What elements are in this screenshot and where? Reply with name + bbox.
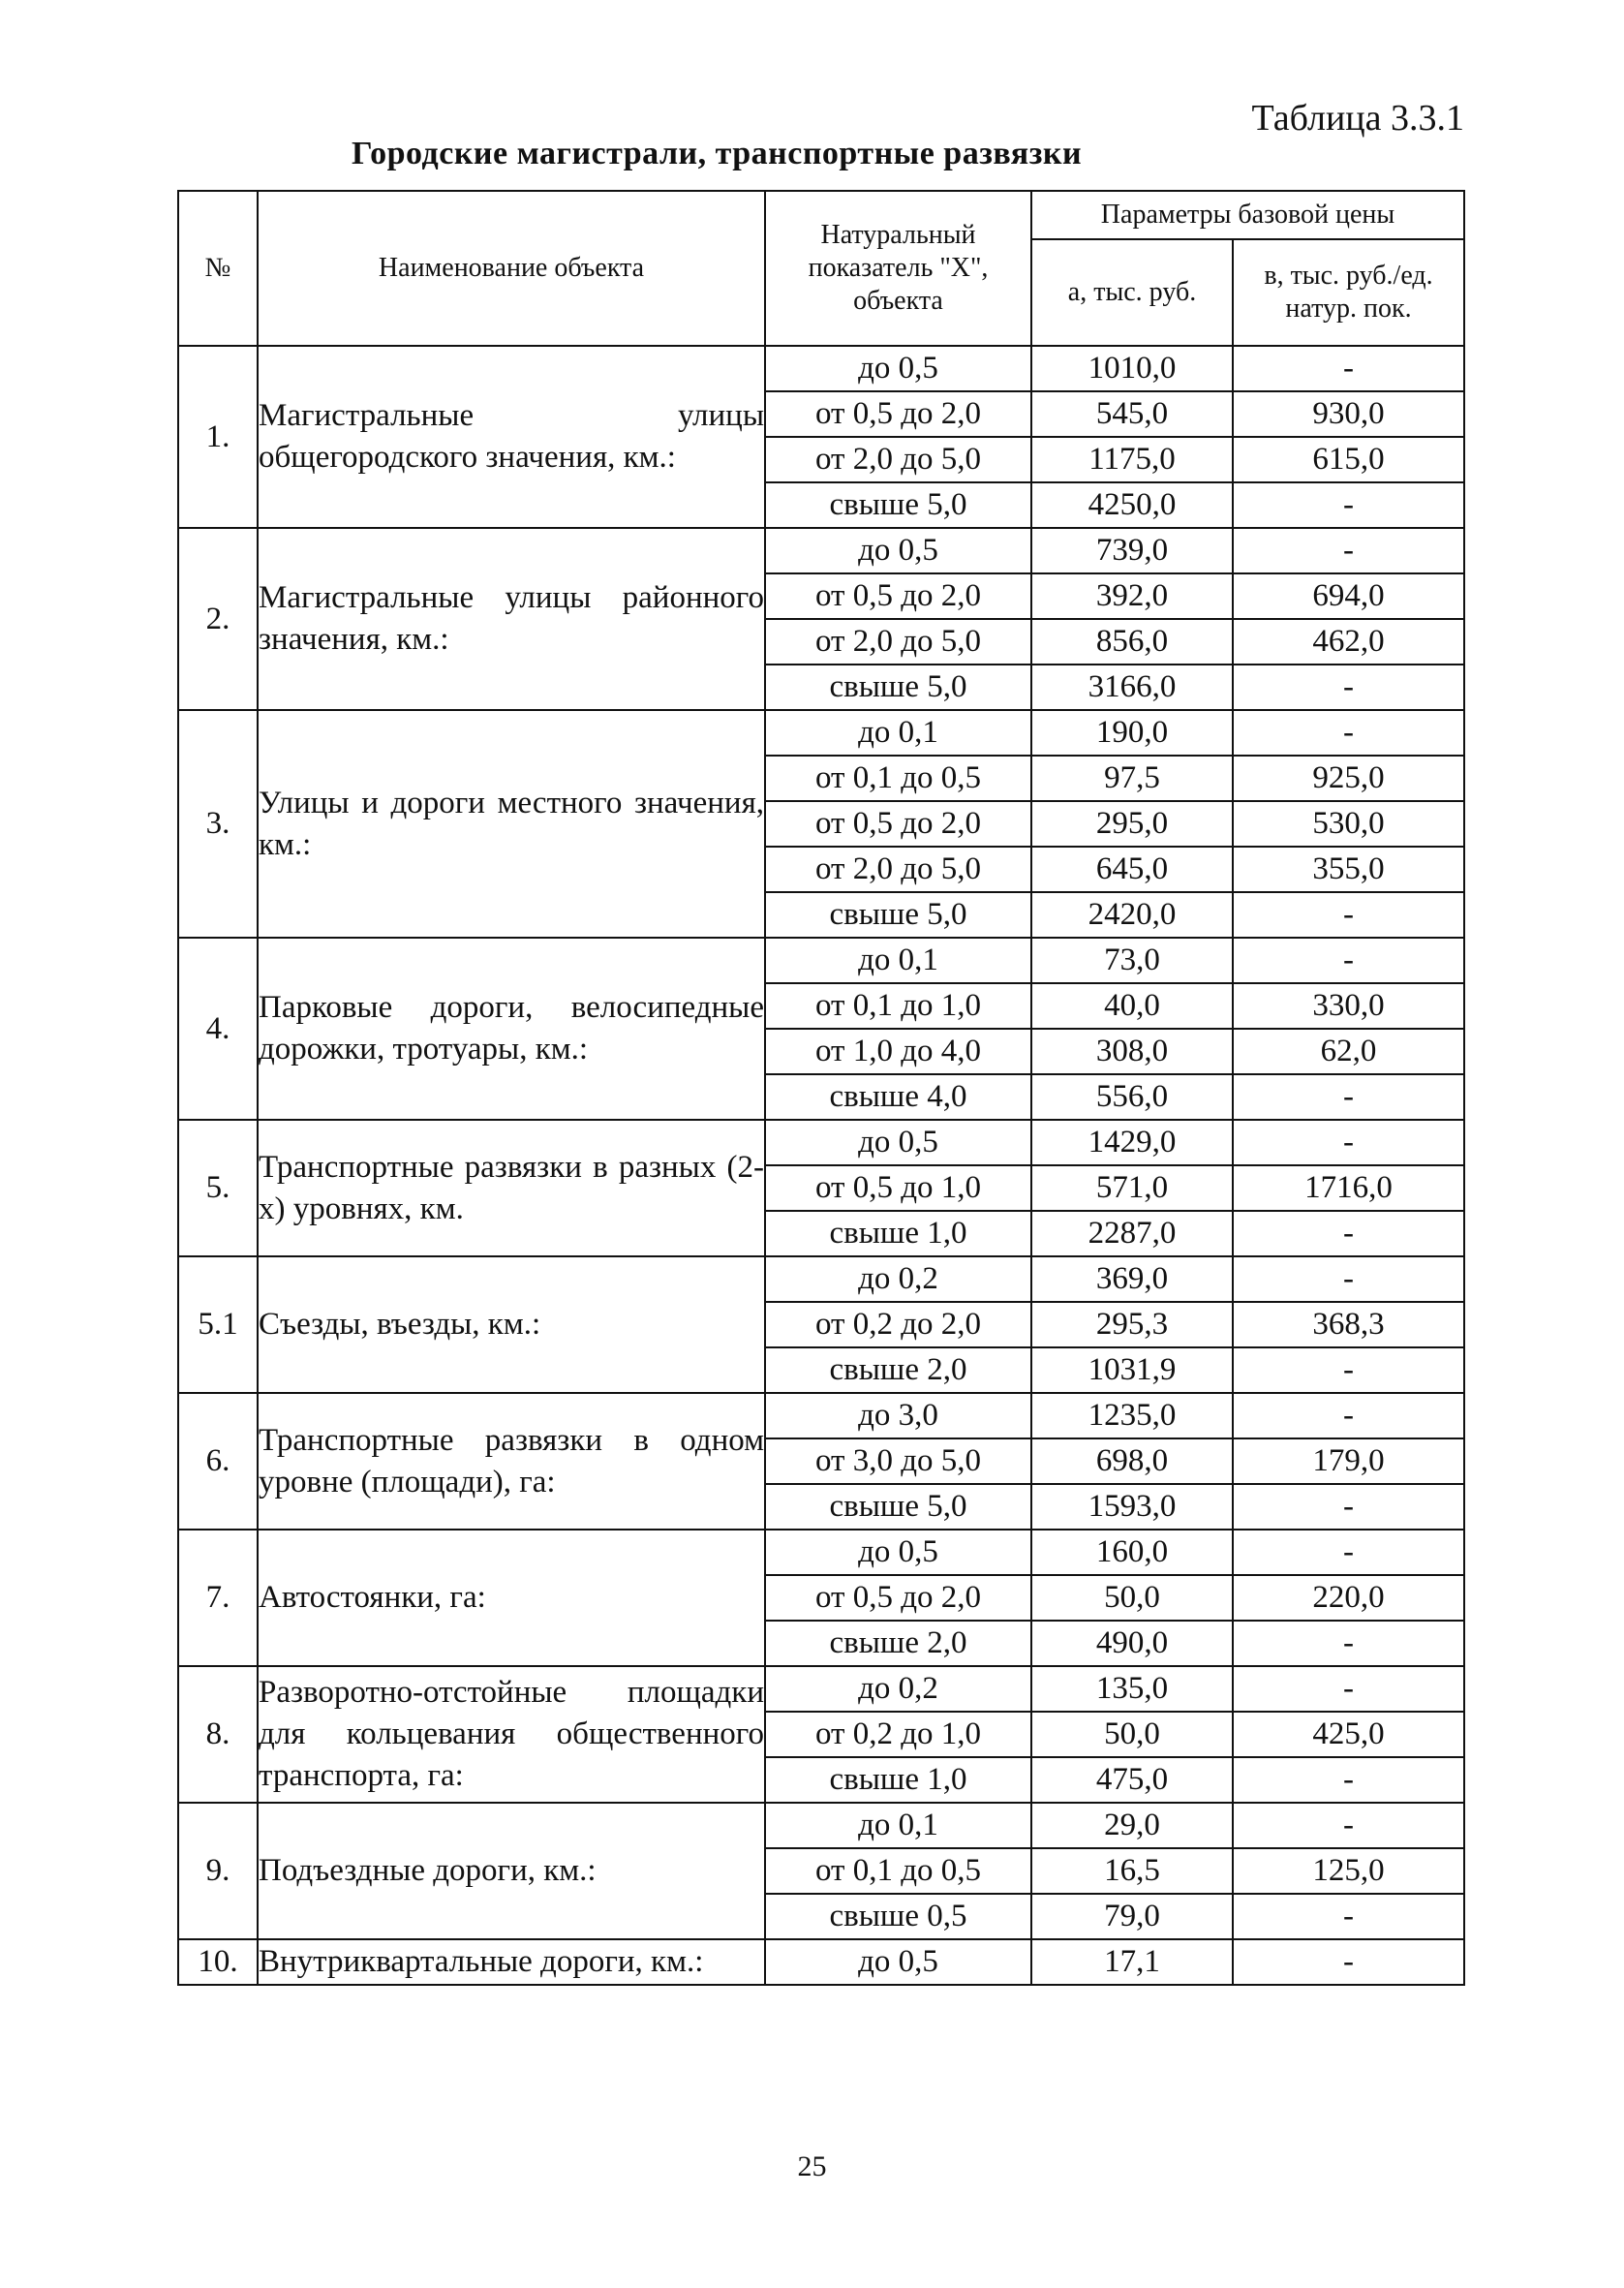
indicator-range: до 0,1 — [765, 710, 1031, 756]
indicator-range: до 3,0 — [765, 1393, 1031, 1438]
price-b: - — [1233, 1757, 1464, 1803]
table-row — [178, 1530, 1464, 1575]
price-a: 17,1 — [1031, 1939, 1233, 1985]
price-a: 645,0 — [1031, 847, 1233, 892]
price-a: 698,0 — [1031, 1438, 1233, 1484]
table-row — [178, 938, 1464, 983]
price-b: - — [1233, 1074, 1464, 1120]
price-a: 739,0 — [1031, 528, 1233, 573]
price-a: 3166,0 — [1031, 665, 1233, 710]
table-row — [178, 1803, 1464, 1848]
object-name: Разворотно-отстойные площадки для кольцевания общественного транспорта, га: — [258, 1666, 765, 1803]
price-b: - — [1233, 1393, 1464, 1438]
table-label: Таблица 3.3.1 — [1251, 98, 1464, 139]
price-b: - — [1233, 482, 1464, 528]
table-row — [178, 1666, 1464, 1712]
price-a: 50,0 — [1031, 1575, 1233, 1621]
price-table — [177, 190, 1465, 1986]
price-a: 308,0 — [1031, 1029, 1233, 1074]
indicator-range: до 0,5 — [765, 346, 1031, 391]
price-b: - — [1233, 346, 1464, 391]
row-number: 8. — [178, 1666, 258, 1803]
price-b: 425,0 — [1233, 1712, 1464, 1757]
indicator-range: от 0,5 до 2,0 — [765, 801, 1031, 847]
price-b: - — [1233, 1256, 1464, 1302]
price-a: 16,5 — [1031, 1848, 1233, 1894]
object-name: Парковые дороги, велосипедные дорожки, тротуары, км.: — [258, 938, 765, 1120]
price-a: 29,0 — [1031, 1803, 1233, 1848]
row-number: 6. — [178, 1393, 258, 1530]
price-a: 295,3 — [1031, 1302, 1233, 1347]
indicator-range: от 2,0 до 5,0 — [765, 437, 1031, 482]
indicator-range: свыше 4,0 — [765, 1074, 1031, 1120]
price-b: 220,0 — [1233, 1575, 1464, 1621]
price-a: 79,0 — [1031, 1894, 1233, 1939]
indicator-range: от 0,2 до 1,0 — [765, 1712, 1031, 1757]
price-b: - — [1233, 1621, 1464, 1666]
price-a: 1031,9 — [1031, 1347, 1233, 1393]
header-params: Параметры базовой цены — [1031, 191, 1464, 239]
price-a: 1235,0 — [1031, 1393, 1233, 1438]
row-number: 3. — [178, 710, 258, 938]
price-a: 73,0 — [1031, 938, 1233, 983]
price-a: 1010,0 — [1031, 346, 1233, 391]
indicator-range: до 0,2 — [765, 1666, 1031, 1712]
price-b: 462,0 — [1233, 619, 1464, 665]
price-a: 1593,0 — [1031, 1484, 1233, 1530]
header-indicator: Натуральный показатель "X", объекта — [765, 191, 1031, 346]
price-b: 125,0 — [1233, 1848, 1464, 1894]
indicator-range: от 0,1 до 0,5 — [765, 1848, 1031, 1894]
indicator-range: свыше 5,0 — [765, 482, 1031, 528]
row-number: 4. — [178, 938, 258, 1120]
price-b: - — [1233, 528, 1464, 573]
indicator-range: свыше 2,0 — [765, 1621, 1031, 1666]
price-b: 330,0 — [1233, 983, 1464, 1029]
price-b: 694,0 — [1233, 573, 1464, 619]
price-b: 355,0 — [1233, 847, 1464, 892]
price-a: 295,0 — [1031, 801, 1233, 847]
table-header — [178, 191, 1464, 346]
price-b: - — [1233, 710, 1464, 756]
indicator-range: от 0,5 до 2,0 — [765, 391, 1031, 437]
price-b: 615,0 — [1233, 437, 1464, 482]
object-name: Съезды, въезды, км.: — [258, 1256, 765, 1393]
indicator-range: от 0,1 до 1,0 — [765, 983, 1031, 1029]
price-b: 62,0 — [1233, 1029, 1464, 1074]
price-a: 135,0 — [1031, 1666, 1233, 1712]
object-name: Улицы и дороги местного значения, км.: — [258, 710, 765, 938]
price-a: 856,0 — [1031, 619, 1233, 665]
header-a: а, тыс. руб. — [1031, 239, 1233, 346]
indicator-range: свыше 5,0 — [765, 665, 1031, 710]
price-b: - — [1233, 1939, 1464, 1985]
price-b: - — [1233, 1894, 1464, 1939]
indicator-range: от 0,5 до 2,0 — [765, 573, 1031, 619]
price-b: - — [1233, 892, 1464, 938]
price-b: - — [1233, 665, 1464, 710]
indicator-range: от 0,2 до 2,0 — [765, 1302, 1031, 1347]
indicator-range: от 1,0 до 4,0 — [765, 1029, 1031, 1074]
price-a: 545,0 — [1031, 391, 1233, 437]
indicator-range: свыше 1,0 — [765, 1211, 1031, 1256]
price-a: 369,0 — [1031, 1256, 1233, 1302]
row-number: 10. — [178, 1939, 258, 1985]
price-a: 1175,0 — [1031, 437, 1233, 482]
table-row — [178, 1256, 1464, 1302]
price-a: 490,0 — [1031, 1621, 1233, 1666]
price-a: 2420,0 — [1031, 892, 1233, 938]
price-b: - — [1233, 1211, 1464, 1256]
price-b: - — [1233, 1484, 1464, 1530]
price-b: 179,0 — [1233, 1438, 1464, 1484]
page-number: 25 — [797, 2150, 827, 2182]
row-number: 1. — [178, 346, 258, 528]
header-name: Наименование объекта — [258, 191, 765, 346]
price-b: - — [1233, 1120, 1464, 1165]
indicator-range: свыше 2,0 — [765, 1347, 1031, 1393]
table-row — [178, 528, 1464, 573]
row-number: 2. — [178, 528, 258, 710]
price-b: - — [1233, 1530, 1464, 1575]
indicator-range: до 0,2 — [765, 1256, 1031, 1302]
row-number: 7. — [178, 1530, 258, 1666]
table-row — [178, 346, 1464, 391]
price-b: 530,0 — [1233, 801, 1464, 847]
indicator-range: от 3,0 до 5,0 — [765, 1438, 1031, 1484]
price-a: 190,0 — [1031, 710, 1233, 756]
indicator-range: свыше 1,0 — [765, 1757, 1031, 1803]
table-row — [178, 1939, 1464, 1985]
object-name: Транспортные развязки в одном уровне (площади), га: — [258, 1393, 765, 1530]
table-row — [178, 1393, 1464, 1438]
price-a: 4250,0 — [1031, 482, 1233, 528]
price-b: - — [1233, 1666, 1464, 1712]
table-title: Городские магистрали, транспортные развязки — [351, 136, 1083, 171]
indicator-range: до 0,5 — [765, 1939, 1031, 1985]
table-row — [178, 1120, 1464, 1165]
indicator-range: свыше 5,0 — [765, 892, 1031, 938]
price-a: 40,0 — [1031, 983, 1233, 1029]
price-b: - — [1233, 938, 1464, 983]
indicator-range: до 0,5 — [765, 528, 1031, 573]
object-name: Подъездные дороги, км.: — [258, 1803, 765, 1939]
price-a: 97,5 — [1031, 756, 1233, 801]
price-a: 160,0 — [1031, 1530, 1233, 1575]
indicator-range: от 2,0 до 5,0 — [765, 847, 1031, 892]
indicator-range: свыше 5,0 — [765, 1484, 1031, 1530]
price-a: 475,0 — [1031, 1757, 1233, 1803]
indicator-range: до 0,5 — [765, 1120, 1031, 1165]
object-name: Магистральные улицы районного значения, км.: — [258, 528, 765, 710]
price-b: - — [1233, 1803, 1464, 1848]
price-b: - — [1233, 1347, 1464, 1393]
indicator-range: до 0,1 — [765, 1803, 1031, 1848]
header-num: № — [178, 191, 258, 346]
price-b: 930,0 — [1233, 391, 1464, 437]
price-a: 571,0 — [1031, 1165, 1233, 1211]
header-b: в, тыс. руб./ед. натур. пок. — [1233, 239, 1464, 346]
price-b: 1716,0 — [1233, 1165, 1464, 1211]
object-name: Внутриквартальные дороги, км.: — [258, 1939, 765, 1985]
indicator-range: от 0,5 до 1,0 — [765, 1165, 1031, 1211]
price-b: 368,3 — [1233, 1302, 1464, 1347]
row-number: 9. — [178, 1803, 258, 1939]
price-b: 925,0 — [1233, 756, 1464, 801]
indicator-range: от 0,5 до 2,0 — [765, 1575, 1031, 1621]
object-name: Автостоянки, га: — [258, 1530, 765, 1666]
indicator-range: до 0,5 — [765, 1530, 1031, 1575]
table-row — [178, 710, 1464, 756]
object-name: Магистральные улицы общегородского значения, км.: — [258, 346, 765, 528]
price-a: 556,0 — [1031, 1074, 1233, 1120]
price-a: 1429,0 — [1031, 1120, 1233, 1165]
row-number: 5.1 — [178, 1256, 258, 1393]
indicator-range: до 0,1 — [765, 938, 1031, 983]
indicator-range: свыше 0,5 — [765, 1894, 1031, 1939]
price-a: 392,0 — [1031, 573, 1233, 619]
table-body — [178, 346, 1464, 1985]
object-name: Транспортные развязки в разных (2-х) уровнях, км. — [258, 1120, 765, 1256]
indicator-range: от 2,0 до 5,0 — [765, 619, 1031, 665]
row-number: 5. — [178, 1120, 258, 1256]
price-a: 50,0 — [1031, 1712, 1233, 1757]
price-a: 2287,0 — [1031, 1211, 1233, 1256]
indicator-range: от 0,1 до 0,5 — [765, 756, 1031, 801]
